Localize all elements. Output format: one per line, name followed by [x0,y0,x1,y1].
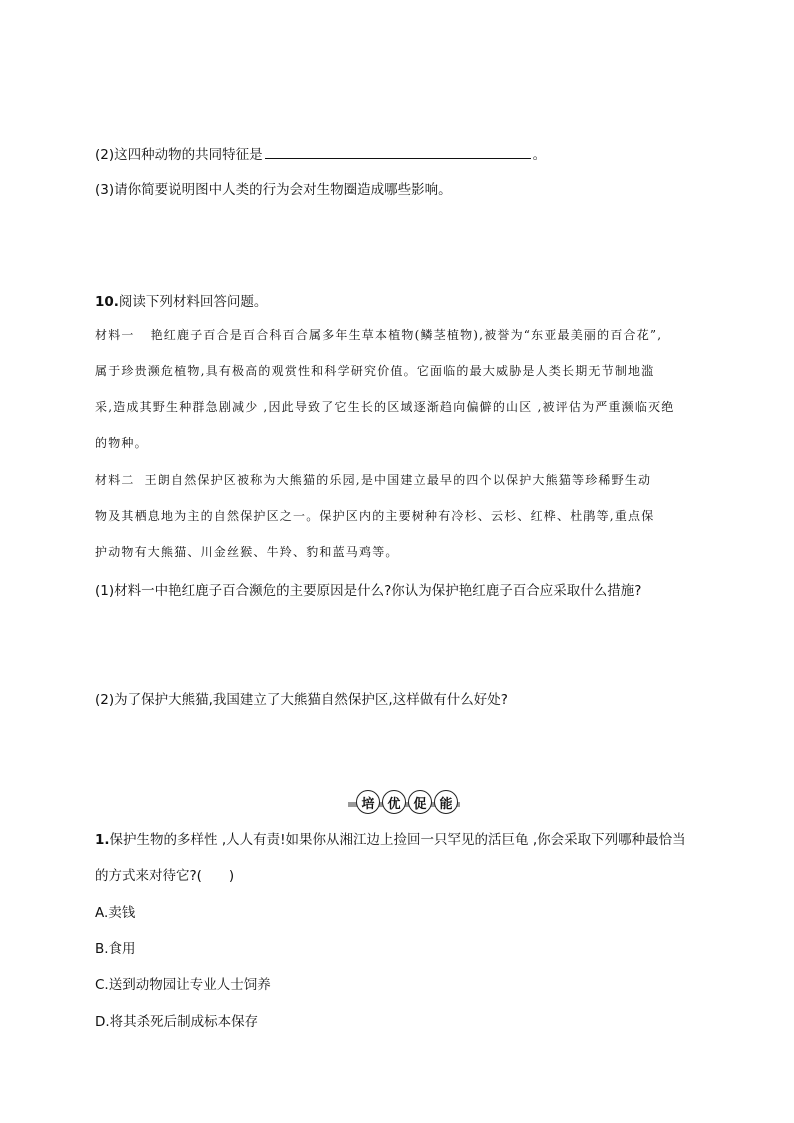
banner-char: 培 [356,790,380,814]
mc1-line1 [95,828,686,848]
mc1-text1: 保护生物的多样性 ,人人有责!如果你从湘江边上捡回一只罕见的活巨龟 ,你会采取下列哪种最恰当 [109,832,686,848]
q10-title: 阅读下列材料回答问题。 [118,294,268,310]
q10-sub1: (1)材料一中艳红鹿子百合濒危的主要原因是什么?你认为保护艳红鹿子百合应采取什么措施? [95,583,642,599]
q9-part2 [95,143,546,163]
q9-part3: (3)请你简要说明图中人类的行为会对生物圈造成哪些影响。 [95,182,452,198]
answer-blank[interactable] [265,144,531,159]
section-banner [348,790,460,816]
material1-line2: 属于珍贵濒危植物,具有极高的观赏性和科学研究价值。它面临的最大威胁是人类长期无节制地滥 [95,364,655,378]
material2-text1: 王朗自然保护区被称为大熊猫的乐园,是中国建立最早的四个以保护大熊猫等珍稀野生动 [144,473,652,487]
material2-line2: 物及其栖息地为主的自然保护区之一。保护区内的主要树种有冷杉、云杉、红桦、杜鹃等,重点保 [95,509,655,523]
banner-char: 优 [382,790,406,814]
option-c[interactable]: C.送到动物园让专业人士饲养 [95,977,271,993]
material2-line1 [95,471,651,488]
q10-heading [95,290,267,310]
q9-part2-suffix: 。 [532,147,547,163]
material2-label: 材料二 [95,473,135,487]
material1-line4: 的物种。 [95,436,148,450]
option-d[interactable]: D.将其杀死后制成标本保存 [95,1014,259,1030]
q10-sub2: (2)为了保护大熊猫,我国建立了大熊猫自然保护区,这样做有什么好处? [95,692,508,708]
q9-part2-text: (2)这四种动物的共同特征是 [95,147,263,163]
material1-line3: 采,造成其野生种群急剧减少 ,因此导致了它生长的区域逐渐趋向偏僻的山区 ,被评估为严重濒临灭绝 [95,400,675,414]
material1-line1 [95,326,662,343]
banner-char: 促 [408,790,432,814]
material2-line3: 护动物有大熊猫、川金丝猴、牛羚、豹和蓝马鸡等。 [95,545,399,559]
banner-char: 能 [434,790,458,814]
mc1-line2: 的方式来对待它?( ) [95,868,235,884]
option-b[interactable]: B.食用 [95,941,136,957]
material1-text1: 艳红鹿子百合是百合科百合属多年生草本植物(鳞茎植物),被誉为“东亚最美丽的百合花”, [150,328,663,342]
material1-label: 材料一 [95,328,135,342]
q10-number: 10. [95,294,119,310]
option-a[interactable]: A.卖钱 [95,905,136,921]
mc1-number: 1. [95,832,110,848]
